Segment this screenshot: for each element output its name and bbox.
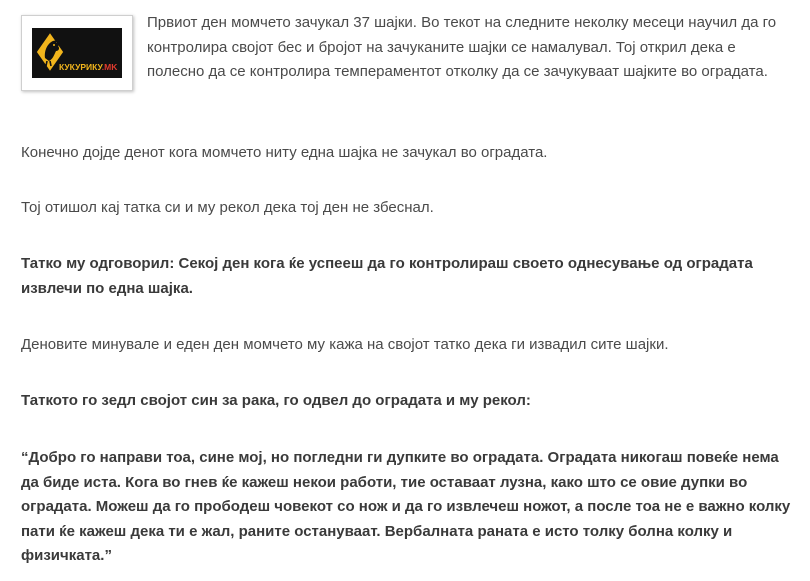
article-paragraph-day-came: Конечно дојде денот кога момчето ниту една шајка не зачукал во оградата. — [21, 144, 548, 161]
article-paragraph-days-passed: Деновите минувале и еден ден момчето му кажа на својот татко дека ги извадил сите шајки. — [21, 336, 669, 353]
article-paragraph-father-answer: Татко му одговорил: Секој ден кога ќе успееш да го контролираш своето однесување од оградата извлечи по една шајка. — [21, 255, 753, 297]
logo-wordmark — [59, 62, 117, 72]
article-paragraph-took-son: Таткото го зедл својот син за рака, го одвел до оградата и му рекол: — [21, 392, 531, 409]
article-paragraph-quote: “Добро го направи тоа, сине мој, но погледни ги дупките во оградата. Оградата никогаш повеќе нема да биде иста. Кога во гнев ќе кажеш некои работи, тие оставаат лузна, како што се овие дупки во оградата. Можеш да го прободеш човекот со нож и да го извлечеш ножот, а после тоа не е важно колку пати ќе кажеш дека ти е жал, раните остануваат. Вербалната раната е исто толку болна колку и физичката.” — [21, 449, 791, 564]
logo-brand-text: КУКУРИКУ — [59, 62, 102, 72]
article-paragraph-intro: Првиот ден момчето зачукал 37 шајки. Во текот на следните неколку месеци научил да го контролира својот бес и бројот на зачуканите шајки се намалувал. Тој открил дека е полесно да се контролира темпераментот отколку да се зачукуваат шајките во оградата. — [147, 14, 777, 80]
article-paragraph-went-to-father: Тој отишол кај татка си и му рекол дека тој ден не збеснал. — [21, 199, 434, 216]
logo-banner — [32, 28, 122, 78]
logo-tld-text: .MK — [101, 62, 118, 72]
site-logo[interactable] — [21, 15, 133, 91]
